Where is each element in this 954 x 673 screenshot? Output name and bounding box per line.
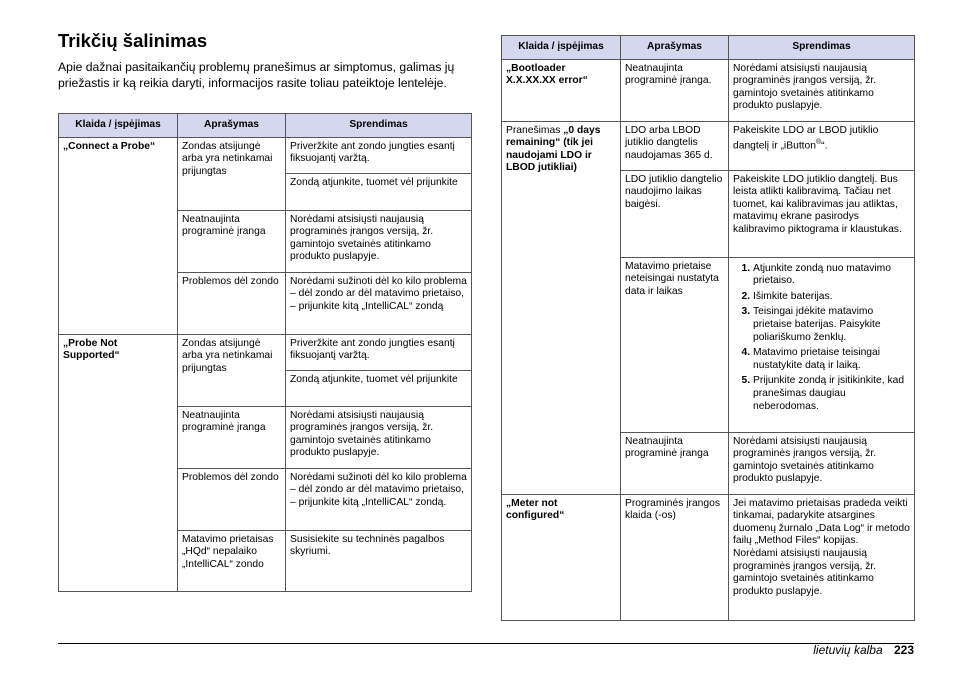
description-cell: Neatnaujinta programinė įranga: [178, 210, 286, 272]
solution-cell: Norėdami atsisiųsti naujausią programinės įrangos versiją, žr. gamintojo svetainės atitinkamo produkto puslapyje.: [729, 432, 915, 494]
intro-paragraph: Apie dažnai pasitaikančių problemų pranešimus ar simptomus, galimas jų priežastis ir ką reikia daryti, informacijos rasite toliau pateiktoje lentelėje.: [58, 60, 455, 90]
header-solution: Sprendimas: [729, 36, 915, 60]
header-description: Aprašymas: [621, 36, 729, 60]
solution-text: Jei matavimo prietaisas pradeda veikti tinkamai, padarykite atsargines duomenų žurnalo „Data Log“ ir metodo failų „Method Files“ kopijas.: [733, 497, 910, 547]
error-connect-probe: „Connect a Probe“: [59, 137, 178, 334]
solution-cell: Pakeiskite LDO jutiklio dangtelį. Bus leista atlikti kalibravimą. Tačiau net tuomet, kai kalibravimas jau atliktas, matavimų ekrane pasirodys kalibravimo piktograma ir klaustukas.: [729, 170, 915, 257]
description-cell: Matavimo prietaisas „HQd“ nepalaiko „IntelliCAL“ zondo: [178, 530, 286, 591]
table-row: [59, 334, 472, 370]
description-cell: Problemos dėl zondo: [178, 468, 286, 530]
steps-list: [733, 263, 910, 414]
table-row: [59, 137, 472, 173]
solution-text: Pakeiskite LDO ar LBOD jutiklio dangtelį ir „iButton: [733, 124, 879, 152]
error-meter-not-configured: „Meter not configured“: [502, 494, 621, 620]
solution-cell: [729, 494, 915, 620]
footer: [813, 643, 914, 657]
solution-cell: Priveržkite ant zondo jungties esantį fiksuojantį varžtą.: [286, 137, 472, 173]
troubleshooting-table-right: [501, 35, 915, 621]
description-cell: Zondas atsijungė arba yra netinkamai prijungtas: [178, 334, 286, 406]
error-zero-days-remaining: [502, 121, 621, 494]
page-title: Trikčių šalinimas: [58, 30, 208, 51]
description-cell: LDO arba LBOD jutiklio dangtelis naudojamas 365 d.: [621, 121, 729, 170]
footer-divider: [58, 643, 914, 644]
troubleshooting-table-left: [58, 113, 472, 592]
solution-cell: Norėdami atsisiųsti naujausią programinės įrangos versiją, žr. gamintojo svetainės atitinkamo produkto puslapyje.: [729, 59, 915, 121]
header-error: Klaida / įspėjimas: [59, 114, 178, 138]
error-message: „0 days remaining“ (tik jei naudojami LDO ir LBOD jutikliai): [506, 124, 601, 174]
solution-steps: [729, 257, 915, 432]
footer-language: lietuvių kalba: [813, 643, 883, 657]
error-probe-not-supported: „Probe Not Supported“: [59, 334, 178, 591]
page-number: 223: [893, 643, 914, 657]
list-item: 2. Išimkite baterijas.: [753, 291, 910, 304]
solution-text-end: “.: [821, 140, 828, 152]
solution-text: Norėdami atsisiųsti naujausią programinės įrangos versiją, žr. gamintojo svetainės atitinkamo produkto puslapyje.: [733, 547, 877, 597]
error-prefix: Pranešimas: [506, 124, 564, 136]
description-cell: Programinės įrangos klaida (-os): [621, 494, 729, 620]
description-cell: Neatnaujinta programinė įranga: [621, 432, 729, 494]
table-row: [502, 59, 915, 121]
solution-cell: Priveržkite ant zondo jungties esantį fiksuojantį varžtą.: [286, 334, 472, 370]
description-cell: LDO jutiklio dangtelio naudojimo laikas baigėsi.: [621, 170, 729, 257]
description-cell: Problemos dėl zondo: [178, 272, 286, 334]
error-bootloader: „Bootloader X.X.XX.XX error“: [502, 59, 621, 121]
description-cell: Neatnaujinta programinė įranga: [178, 406, 286, 468]
solution-cell: Zondą atjunkite, tuomet vėl prijunkite: [286, 173, 472, 210]
list-item: 5. Prijunkite zondą ir įsitikinkite, kad pranešimas daugiau neberodomas.: [753, 375, 910, 413]
header-description: Aprašymas: [178, 114, 286, 138]
description-cell: Zondas atsijungė arba yra netinkamai prijungtas: [178, 137, 286, 210]
solution-cell: Zondą atjunkite, tuomet vėl prijunkite: [286, 370, 472, 406]
solution-cell: [729, 121, 915, 170]
registered-mark: ®: [816, 139, 822, 147]
solution-cell: Norėdami atsisiųsti naujausią programinės įrangos versiją, žr. gamintojo svetainės atitinkamo produkto puslapyje.: [286, 210, 472, 272]
table-row: [502, 121, 915, 170]
list-item: 3. Teisingai įdėkite matavimo prietaise baterijas. Paisykite poliariškumo ženklų.: [753, 306, 910, 344]
description-cell: Neatnaujinta programinė įranga.: [621, 59, 729, 121]
table-header-row: [59, 114, 472, 138]
solution-cell: Norėdami sužinoti dėl ko kilo problema – dėl zondo ar dėl matavimo prietaiso, – prijunkite kitą „IntelliCAL“ zondą: [286, 272, 472, 334]
solution-cell: Susisiekite su techninės pagalbos skyriumi.: [286, 530, 472, 591]
header-error: Klaida / įspėjimas: [502, 36, 621, 60]
list-item: 4. Matavimo prietaise teisingai nustatykite datą ir laiką.: [753, 347, 910, 372]
list-item: 1. Atjunkite zondą nuo matavimo prietaiso.: [753, 263, 910, 288]
solution-cell: Norėdami atsisiųsti naujausią programinės įrangos versiją, žr. gamintojo svetainės atitinkamo produkto puslapyje.: [286, 406, 472, 468]
table-row: [502, 494, 915, 620]
solution-cell: Norėdami sužinoti dėl ko kilo problema – dėl zondo ar dėl matavimo prietaiso, – prijunkite kitą „IntelliCAL“ zondą.: [286, 468, 472, 530]
description-cell: Matavimo prietaise neteisingai nustatyta data ir laikas: [621, 257, 729, 432]
table-header-row: [502, 36, 915, 60]
header-solution: Sprendimas: [286, 114, 472, 138]
